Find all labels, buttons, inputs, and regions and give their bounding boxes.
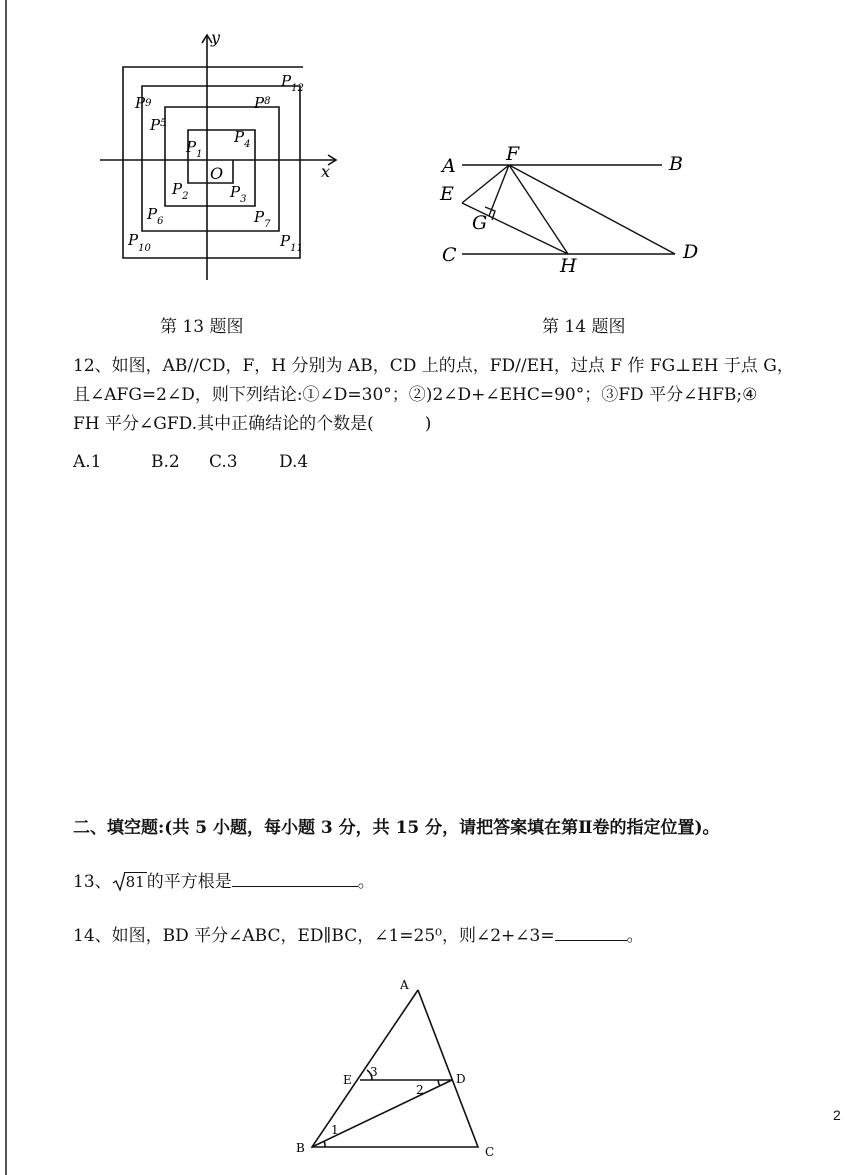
- angle-1-arc: [324, 1141, 325, 1147]
- question-12-line-2: 且∠AFG=2∠D，则下列结论:①∠D=30°；②)2∠D+∠EHC=90°；③FD 平分∠HFB;④: [73, 385, 758, 405]
- label-d: D: [456, 1072, 466, 1086]
- p10-label: $P_{10}$: [128, 231, 151, 254]
- page-left-border: [5, 0, 7, 1175]
- question-13-number: 13、: [73, 872, 112, 892]
- p6-label: $P_6$: [147, 205, 164, 227]
- question-14: [73, 922, 644, 951]
- label-g: G: [472, 212, 488, 234]
- label-a: A: [442, 155, 456, 177]
- question-12-line-1: 12、如图，AB//CD，F，H 分别为 AB，CD 上的点，FD//EH，过点 F 作 FG⊥EH 于点 G，: [73, 356, 794, 376]
- figure-13-caption: 第 13 题图: [160, 317, 244, 337]
- spiral-point-labels: [127, 72, 304, 254]
- p2-label: $P_2$: [172, 180, 189, 202]
- section-2-heading: 二、填空题:(共 5 小题，每小题 3 分，共 15 分，请把答案填在第Ⅱ卷的指定位置)。: [73, 818, 720, 838]
- label-angle-3: 3: [370, 1065, 378, 1079]
- option-d: D.4: [279, 452, 309, 472]
- origin-label: O: [210, 164, 224, 183]
- p8-label: $P^8$: [254, 94, 271, 112]
- question-14-text: 14、如图，BD 平分∠ABC，ED∥BC，∠1=25⁰，则∠2+∠3=: [73, 926, 555, 946]
- square-root-expression: [112, 868, 147, 897]
- spiral-path: [123, 67, 303, 258]
- question-12-options: [73, 448, 308, 477]
- radical-sign-icon: [112, 871, 125, 891]
- radicand: 81: [125, 873, 145, 891]
- figure-13-spiral-diagram: [95, 25, 345, 290]
- question-14-end: 。: [626, 926, 644, 946]
- segment-fd: [509, 165, 675, 254]
- label-angle-1: 1: [331, 1123, 339, 1137]
- figure-14-labels: [439, 143, 698, 275]
- label-f: F: [506, 143, 520, 165]
- option-c: C.3: [209, 452, 238, 472]
- label-c: C: [442, 244, 457, 266]
- p3-label: $P_3$: [230, 183, 247, 205]
- x-axis-label: x: [321, 162, 331, 181]
- question-12: [73, 352, 794, 439]
- figure-14-parallel-lines-diagram: [435, 140, 710, 275]
- question-13-text: 的平方根是: [146, 872, 232, 892]
- label-angle-2: 2: [416, 1083, 424, 1097]
- label-b: B: [296, 1141, 305, 1155]
- label-e: E: [343, 1073, 352, 1087]
- p12-label: $P_{12}$: [281, 72, 304, 94]
- question-13-end: 。: [357, 872, 375, 892]
- angle-2-arc: [438, 1080, 440, 1086]
- y-axis-label: y: [211, 28, 221, 47]
- answer-blank-14[interactable]: [555, 922, 627, 941]
- p4-label: $P_4$: [234, 128, 251, 150]
- label-b: B: [669, 153, 683, 175]
- label-c: C: [485, 1145, 495, 1159]
- question-13: [73, 868, 375, 897]
- p11-label: $P_{11}$: [280, 232, 303, 254]
- page-number: 2: [833, 1107, 841, 1123]
- segment-fh: [509, 165, 568, 254]
- question-12-line-3: FH 平分∠GFD.其中正确结论的个数是( ): [73, 414, 432, 434]
- triangle-figure: [290, 970, 505, 1165]
- p7-label: $P_7$: [254, 208, 271, 230]
- p1-label: $P_1$: [186, 138, 203, 160]
- triangle-labels: [296, 978, 494, 1159]
- label-d: D: [683, 241, 699, 263]
- label-h: H: [560, 255, 577, 275]
- answer-blank-13[interactable]: [232, 868, 358, 887]
- option-b: B.2: [151, 452, 180, 472]
- figure-14-caption: 第 14 题图: [542, 317, 626, 337]
- p5-label: $P^5$: [150, 116, 167, 134]
- label-e: E: [440, 183, 454, 205]
- p9-label: P9: [135, 94, 152, 112]
- option-a: A.1: [73, 452, 102, 472]
- label-a: A: [400, 978, 409, 992]
